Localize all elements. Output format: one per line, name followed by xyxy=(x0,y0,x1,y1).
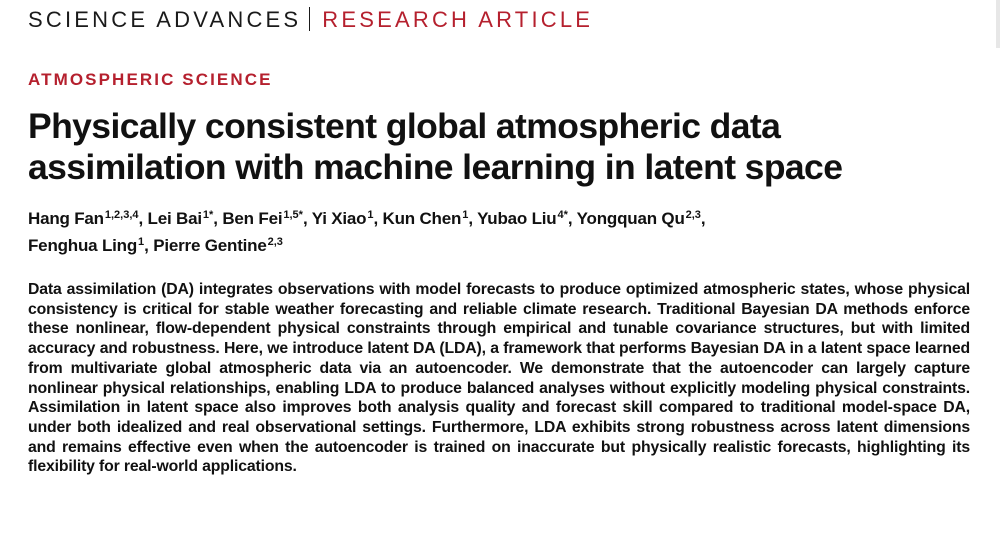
author-separator: , xyxy=(138,209,148,228)
author-entry xyxy=(222,209,311,228)
author-affiliation: 1,5* xyxy=(283,209,303,221)
author-affiliation: 1 xyxy=(367,209,374,221)
article-title: Physically consistent global atmospheric data assimilation with machine learning in latent space xyxy=(28,106,843,187)
author-affiliation: 1* xyxy=(202,209,214,221)
author-name: Yi Xiao xyxy=(311,209,367,228)
author-separator: , xyxy=(373,209,383,228)
journal-name: SCIENCE ADVANCES xyxy=(28,7,302,32)
author-separator: , xyxy=(144,236,154,255)
author-name: Pierre Gentine xyxy=(153,236,267,255)
author-name: Yubao Liu xyxy=(477,209,557,228)
author-entry xyxy=(28,209,148,228)
author-name: Yongquan Qu xyxy=(576,209,685,228)
author-entry xyxy=(148,209,223,228)
author-affiliation: 4* xyxy=(557,209,568,221)
author-separator: , xyxy=(700,209,706,228)
page-edge-rule xyxy=(996,0,1000,48)
author-list xyxy=(28,205,973,259)
author-separator: , xyxy=(567,209,577,228)
author-separator: , xyxy=(213,209,223,228)
author-entry xyxy=(312,209,383,228)
author-name: Fenghua Ling xyxy=(28,236,138,255)
abstract-paragraph: Data assimilation (DA) integrates observations with model forecasts to produce optimized atmospheric states, whose physical consistency is critical for stable weather forecasting and reliable climate research. Traditional Bayesian DA methods enforce these nonlinear, flow-dependent physical constraints through empirical and tunable covariance structures, but with limited accuracy and robustness. Here, we introduce latent DA (LDA), a framework that performs Bayesian DA in a latent space learned from multivariate global atmospheric data via an autoencoder. We demonstrate that the autoencoder can largely capture nonlinear physical relationships, enabling LDA to produce balanced analyses without explicitly modeling physical constraints. Assimilation in latent space also improves both analysis quality and forecast skill compared to traditional model-space DA, under both idealized and real observational settings. Furthermore, LDA exhibits strong robustness across latent dimensions and remains effective even when the autoencoder is trained on inaccurate but physically realistic forecasts, highlighting its flexibility for real-world applications. xyxy=(28,281,970,476)
author-entry xyxy=(28,236,153,255)
subject-category: ATMOSPHERIC SCIENCE xyxy=(28,70,273,89)
author-entry xyxy=(153,236,283,255)
author-name: Lei Bai xyxy=(147,209,202,228)
author-name: Ben Fei xyxy=(222,209,283,228)
header-divider xyxy=(309,7,310,31)
author-name: Kun Chen xyxy=(382,209,462,228)
author-name: Hang Fan xyxy=(28,209,104,228)
article-type: RESEARCH ARTICLE xyxy=(322,7,594,32)
author-entry xyxy=(577,209,706,228)
author-affiliation: 1 xyxy=(138,236,145,248)
author-separator: , xyxy=(302,209,312,228)
author-affiliation: 2,3 xyxy=(267,236,283,248)
author-separator: , xyxy=(468,209,478,228)
author-affiliation: 1,2,3,4 xyxy=(104,209,139,221)
author-entry xyxy=(383,209,478,228)
author-affiliation: 2,3 xyxy=(685,209,701,221)
author-entry xyxy=(477,209,577,228)
journal-header xyxy=(28,6,998,34)
author-affiliation: 1 xyxy=(462,209,469,221)
